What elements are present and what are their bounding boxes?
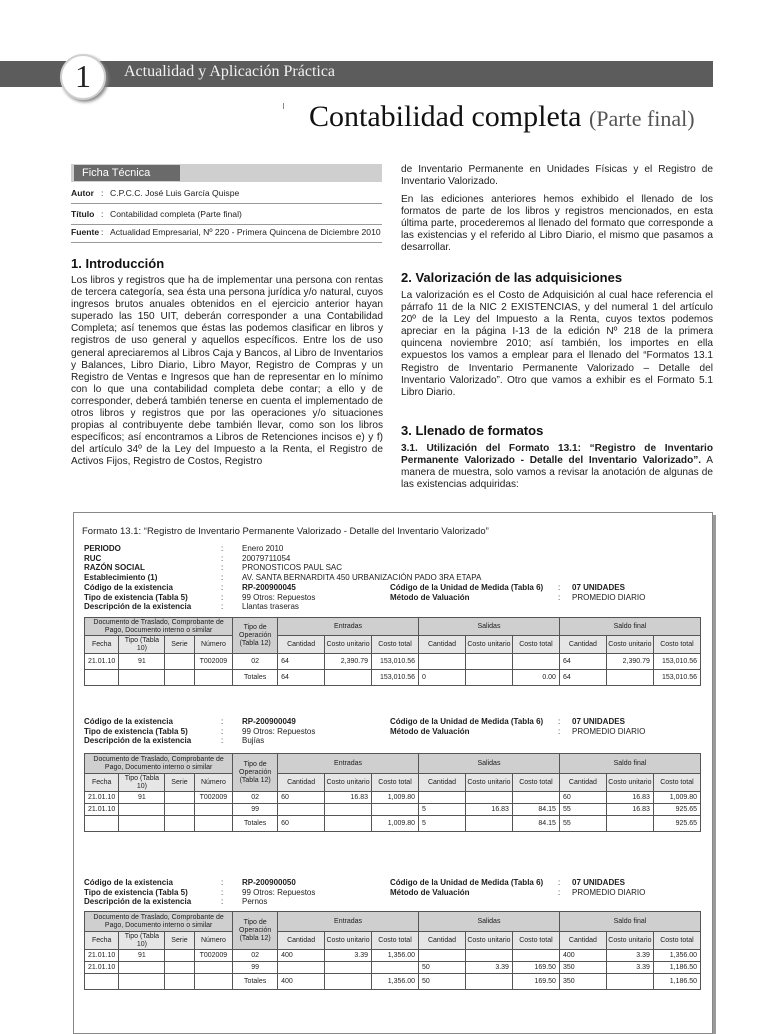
table-cell: Totales (233, 974, 278, 990)
colon: : (221, 592, 224, 602)
item-meta-values (242, 878, 315, 907)
llenado-heading: 3. Llenado de formatos (401, 423, 544, 438)
table-cell: 21.01.10 (85, 792, 119, 804)
table-cell: 21.01.10 (85, 654, 119, 670)
unidad-value: 07 UNIDADES (572, 717, 625, 726)
col-header-costo_unitario: Costo unitario (325, 932, 372, 950)
table-cell: T002009 (194, 950, 233, 962)
col-header-costo_total: Costo total (372, 932, 419, 950)
meta-general-values (242, 544, 481, 582)
inventario-table (84, 753, 701, 832)
table-cell: 1,009.80 (372, 792, 419, 804)
colon: : (221, 726, 224, 736)
table-cell (165, 950, 194, 962)
item-meta-colons (221, 583, 223, 612)
col-header-costo_unitario: Costo unitario (606, 636, 653, 654)
colon: : (221, 897, 224, 907)
desc-value: Bujías (242, 736, 265, 746)
table-cell (119, 816, 165, 832)
codigo-value: RP-200900045 (242, 583, 296, 592)
table-cell: 153,010.56 (372, 654, 419, 670)
llenado-paragraph (401, 443, 713, 491)
colon: : (221, 563, 224, 573)
table-cell: T002009 (194, 792, 233, 804)
table-cell (606, 670, 653, 686)
colon: : (221, 717, 224, 726)
col-header-cantidad: Cantidad (559, 774, 606, 792)
meta-value: PRONOSTICOS PAUL SAC (242, 563, 343, 573)
valorizacion-heading: 2. Valorización de las adquisiciones (401, 270, 623, 285)
col-header-costo_unitario: Costo unitario (465, 636, 512, 654)
salidas-header: Salidas (419, 912, 560, 932)
table-cell: 169.50 (512, 974, 559, 990)
table-cell: 1,356.00 (372, 974, 419, 990)
col-header-serie: Serie (165, 932, 194, 950)
table-cell (165, 792, 194, 804)
valorizacion-paragraph: La valorización es el Costo de Adquisición al cual hace referencia el párrafo 11 de la NIC 2 EXISTENCIAS, y del numeral 1 del artículo 20º de la Ley del Impuesto a la Renta, cuyos textos podemos apreciar en la página I-13 de la edición Nº 218 de la primera quincena noviembre 2010; así también, los importes en ella expuestos los vamos a emplear para el llenado del “Formatos 13.1 Registro de Inventario Permanente Valorizado – Detalle del Inventario Valorizado”. Otro que vamos a exhibir es el Formato 5.1 Libro Diario. (401, 290, 713, 398)
col-header-fecha: Fecha (85, 932, 119, 950)
table-cell (325, 816, 372, 832)
metodo-label: Método de Valuación (390, 592, 470, 602)
table-cell (119, 670, 165, 686)
table-cell (325, 962, 372, 974)
table-cell (278, 804, 325, 816)
chapter-number: 1 (60, 54, 106, 100)
metodo-value: PROMEDIO DIARIO (572, 887, 646, 897)
table-cell: 21.01.10 (85, 962, 119, 974)
unidad-label: Código de la Unidad de Medida (Tabla 6) (390, 717, 544, 726)
table-cell: 21.01.10 (85, 950, 119, 962)
table-cell (606, 816, 653, 832)
item-meta-right-values (572, 583, 645, 602)
table-cell (325, 974, 372, 990)
col-header-numero: Número (194, 774, 233, 792)
ficha-label: Ficha Técnica (74, 165, 180, 181)
table-cell (372, 804, 419, 816)
page-title-subtitle: (Parte final) (588, 106, 695, 131)
table-cell: 400 (278, 950, 325, 962)
item-meta-right-values (572, 717, 645, 736)
table-cell (165, 962, 194, 974)
meta-label: RUC (84, 553, 102, 563)
table-cell (419, 792, 466, 804)
table-cell: 99 (233, 804, 278, 816)
table-cell (165, 654, 194, 670)
table-cell: 1,009.80 (372, 816, 419, 832)
col-header-costo_total: Costo total (653, 932, 700, 950)
table-cell: 153,010.56 (372, 670, 419, 686)
table-cell (194, 804, 233, 816)
table-cell: 16.83 (465, 804, 512, 816)
saldo-header: Saldo final (559, 754, 700, 774)
table-row (85, 654, 701, 670)
table-cell: 3.39 (325, 950, 372, 962)
intro-paragraph: Los libros y registros que ha de implementar una persona con rentas de tercera categoría, sea ésta una persona jurídica y/o natural, cuyos ingresos brutos anuales obtenidos en el ejercicio anterior hayan superado las 150 UIT, deberán corresponder a una Contabilidad Completa; así tenemos que éstas las podemos clasificar en libros y registros de uso general y aquellos específicos. Entre los de uso general apreciaremos al Libros Caja y Bancos, al Libro de Inventarios y Balances, Libro Diario, Libro Mayor, Registro de Compras y un Registro de Ventas e Ingresos que han de representar en lo mínimo con lo que una contabilidad completa debe contar; a ello y de corresponder, deberá también tenerse en cuenta el implementado de otros libros y registros que por las operaciones y/o situaciones propias al contribuyente debe también llevar, como son los libros específicos; así encontramos a Libros de Retenciones incisos e) y f) del artículo 34º de la Ley del Impuesto a la Renta, el Registro de Activos Fijos, Registro de Costos, Registro (71, 275, 383, 468)
item-meta-labels (84, 717, 191, 746)
table-cell (85, 670, 119, 686)
meta-general-colons (221, 544, 223, 582)
col-header-costo_unitario: Costo unitario (606, 932, 653, 950)
table-cell: 91 (119, 950, 165, 962)
llenado-rest: A manera de muestra, solo vamos a revisar la anotación de algunas de las existencias adquiridas: (401, 455, 713, 491)
table-cell: 1,356.00 (372, 950, 419, 962)
desc-label: Descripción de la existencia (84, 736, 192, 746)
table-cell: 99 (233, 962, 278, 974)
table-cell (194, 670, 233, 686)
table-row (85, 804, 701, 816)
colon: : (558, 726, 561, 736)
table-cell: 2,390.79 (606, 654, 653, 670)
saldo-header: Saldo final (559, 912, 700, 932)
ficha-row-source: Fuente : Actualidad Empresarial, Nº 220 - Primera Quincena de Diciembre 2010 (71, 222, 382, 243)
table-cell: 60 (278, 792, 325, 804)
doc-header: Documento de Traslado, Comprobante de Pago, Documento interno o similar (85, 754, 233, 774)
meta-label: RAZÓN SOCIAL (84, 563, 145, 573)
col-header-costo_unitario: Costo unitario (325, 774, 372, 792)
table-cell: 350 (559, 962, 606, 974)
table-cell: 5 (419, 804, 466, 816)
codigo-value: RP-200900050 (242, 878, 296, 887)
col-header-numero: Número (194, 636, 233, 654)
doc-header: Documento de Traslado, Comprobante de Pago, Documento interno o similar (85, 912, 233, 932)
col-header-tipo_tabla: Tipo (Tabla 10) (119, 636, 165, 654)
tipo-op-header: Tipo de Operación (Tabla 12) (233, 618, 278, 654)
entradas-header: Entradas (278, 912, 419, 932)
table-cell: 350 (559, 974, 606, 990)
table-cell: 3.39 (606, 950, 653, 962)
table-cell: 84.15 (512, 816, 559, 832)
table-cell (465, 974, 512, 990)
tipo-op-header: Tipo de Operación (Tabla 12) (233, 754, 278, 792)
tipo-label: Tipo de existencia (Tabla 5) (84, 887, 188, 897)
ficha-key: Fuente (71, 227, 100, 237)
col-header-cantidad: Cantidad (419, 774, 466, 792)
table-cell: 91 (119, 792, 165, 804)
colon: : (558, 592, 561, 602)
col-header-costo_unitario: Costo unitario (606, 774, 653, 792)
table-cell: 16.83 (606, 804, 653, 816)
table-cell (165, 816, 194, 832)
item-meta-labels (84, 583, 191, 612)
table-cell (165, 974, 194, 990)
formato-title-rest: “Registro de Inventario Permanente Valorizado - Detalle del Inventario Valorizado” (141, 526, 489, 537)
unidad-value: 07 UNIDADES (572, 878, 625, 887)
metodo-value: PROMEDIO DIARIO (572, 592, 646, 602)
col-header-costo_total: Costo total (372, 774, 419, 792)
table-cell: 55 (559, 804, 606, 816)
table-cell: 21.01.10 (85, 804, 119, 816)
item-meta-colons (221, 717, 223, 746)
entradas-header: Entradas (278, 754, 419, 774)
salidas-header: Salidas (419, 754, 560, 774)
table-cell: 2,390.79 (325, 654, 372, 670)
desc-value: Pernos (242, 897, 268, 907)
item-meta-labels (84, 878, 191, 907)
table-cell: Totales (233, 670, 278, 686)
table-cell (512, 654, 559, 670)
item-meta-colons (221, 878, 223, 907)
table-cell (465, 670, 512, 686)
table-cell (165, 670, 194, 686)
ficha-value: Contabilidad completa (Parte final) (110, 209, 242, 219)
formato-title (82, 526, 489, 537)
unidad-label: Código de la Unidad de Medida (Tabla 6) (390, 878, 544, 887)
table-row (85, 816, 701, 832)
page-title-main: Contabilidad completa (309, 100, 582, 133)
table-cell: 925.65 (653, 804, 700, 816)
doc-header: Documento de Traslado, Comprobante de Pago, Documento interno o similar (85, 618, 233, 636)
colon: : (221, 602, 224, 612)
col-header-costo_total: Costo total (512, 774, 559, 792)
table-cell: 1,186.50 (653, 974, 700, 990)
table-row (85, 974, 701, 990)
colon: : (558, 583, 561, 592)
tipo-op-header: Tipo de Operación (Tabla 12) (233, 912, 278, 950)
meta-value: 20079711054 (242, 553, 291, 563)
col-header-cantidad: Cantidad (278, 932, 325, 950)
meta-value: Enero 2010 (242, 544, 284, 553)
table-cell: Totales (233, 816, 278, 832)
saldo-header: Saldo final (559, 618, 700, 636)
table-cell: 3.39 (465, 962, 512, 974)
table-cell (194, 816, 233, 832)
col-header-costo_total: Costo total (653, 636, 700, 654)
table-cell: 1,009.80 (653, 792, 700, 804)
desc-label: Descripción de la existencia (84, 602, 192, 612)
table-cell (278, 962, 325, 974)
item-meta-right-colons (558, 878, 560, 897)
metodo-value: PROMEDIO DIARIO (572, 726, 646, 736)
table-cell (194, 974, 233, 990)
table-cell: 02 (233, 792, 278, 804)
col-header-fecha: Fecha (85, 774, 119, 792)
table-row (85, 670, 701, 686)
colon: : (221, 736, 224, 746)
table-cell: 153,010.56 (653, 670, 700, 686)
codigo-label: Código de la existencia (84, 878, 173, 887)
codigo-value: RP-200900049 (242, 717, 296, 726)
codigo-label: Código de la existencia (84, 583, 173, 592)
table-cell: 1,186.50 (653, 962, 700, 974)
table-cell: 50 (419, 962, 466, 974)
section-band (0, 61, 713, 87)
col-header-numero: Número (194, 932, 233, 950)
decorative-line (283, 103, 284, 109)
table-cell (465, 816, 512, 832)
table-cell (85, 974, 119, 990)
table-cell (465, 950, 512, 962)
table-cell: 50 (419, 974, 466, 990)
table-cell: 0.00 (512, 670, 559, 686)
inventario-table (84, 911, 701, 990)
tipo-label: Tipo de existencia (Tabla 5) (84, 726, 188, 736)
table-cell: 16.83 (325, 792, 372, 804)
table-row (85, 962, 701, 974)
col-header-cantidad: Cantidad (559, 932, 606, 950)
table-cell: 153,010.56 (653, 654, 700, 670)
table-cell: 3.39 (606, 962, 653, 974)
col-header-costo_total: Costo total (372, 636, 419, 654)
table-cell: 64 (278, 654, 325, 670)
colon: : (221, 887, 224, 897)
item-meta-right-labels (390, 583, 543, 602)
unidad-value: 07 UNIDADES (572, 583, 625, 592)
item-meta-right-colons (558, 583, 560, 602)
section-title: Actualidad y Aplicación Práctica (124, 63, 336, 80)
metodo-label: Método de Valuación (390, 726, 470, 736)
ficha-value: Actualidad Empresarial, Nº 220 - Primera Quincena de Diciembre 2010 (110, 227, 381, 237)
table-cell (119, 974, 165, 990)
col-header-cantidad: Cantidad (278, 774, 325, 792)
tipo-label: Tipo de existencia (Tabla 5) (84, 592, 188, 602)
table-cell: 55 (559, 816, 606, 832)
ficha-value: C.P.C.C. José Luis García Quispe (110, 188, 240, 198)
col-header-cantidad: Cantidad (559, 636, 606, 654)
col-header-costo_total: Costo total (512, 932, 559, 950)
col-header-serie: Serie (165, 774, 194, 792)
col-header-cantidad: Cantidad (419, 932, 466, 950)
inventario-table (84, 617, 701, 686)
col-header-costo_total: Costo total (653, 774, 700, 792)
table-cell: 02 (233, 654, 278, 670)
desc-label: Descripción de la existencia (84, 897, 192, 907)
table-cell: 0 (419, 670, 466, 686)
table-cell (465, 654, 512, 670)
llenado-bold: Utilización del Formato 13.1: “Registro de Inventario Permanente Valorizado - Detalle del Inventario Valorizado”. (401, 443, 713, 467)
meta-label: Establecimiento (1) (84, 572, 158, 582)
item-meta-values (242, 717, 315, 746)
metodo-label: Método de Valuación (390, 887, 470, 897)
table-cell (419, 950, 466, 962)
col-header-fecha: Fecha (85, 636, 119, 654)
col-header-costo_unitario: Costo unitario (465, 774, 512, 792)
item-meta-right-labels (390, 878, 543, 897)
meta-general-labels (84, 544, 157, 582)
col-header-costo_unitario: Costo unitario (465, 932, 512, 950)
table-cell: T002009 (194, 654, 233, 670)
table-cell (119, 962, 165, 974)
table-cell: 02 (233, 950, 278, 962)
ficha-key: Título (71, 209, 95, 219)
col-header-cantidad: Cantidad (419, 636, 466, 654)
table-cell: 400 (559, 950, 606, 962)
entradas-header: Entradas (278, 618, 419, 636)
table-cell: 925.65 (653, 816, 700, 832)
table-cell: 84.15 (512, 804, 559, 816)
table-cell (512, 950, 559, 962)
table-cell: 64 (559, 670, 606, 686)
colon: : (558, 887, 561, 897)
table-cell: 91 (119, 654, 165, 670)
item-meta-right-labels (390, 717, 543, 736)
col-header-costo_unitario: Costo unitario (325, 636, 372, 654)
right-paragraph-2: En las ediciones anteriores hemos exhibido el llenado de los formatos de parte de los libros y registros mencionados, en esta última parte, procederemos al llenado del formato que corresponde a las existencias y el referido al Libro Diario, el mismo que pasamos a desarrollar. (401, 194, 713, 254)
table-cell (85, 816, 119, 832)
item-meta-values (242, 583, 315, 612)
table-cell (512, 792, 559, 804)
ficha-row-author: Autor : C.P.C.C. José Luis García Quispe (71, 183, 382, 204)
table-cell (372, 962, 419, 974)
table-cell (119, 804, 165, 816)
right-paragraph-1: de Inventario Permanente en Unidades Físicas y el Registro de Inventario Valorizado. (401, 164, 713, 188)
colon: : (221, 572, 224, 582)
table-cell: 5 (419, 816, 466, 832)
table-cell (606, 974, 653, 990)
formato-title-bold: Formato 13.1: (82, 526, 142, 537)
desc-value: Llantas traseras (242, 602, 299, 612)
intro-heading: 1. Introducción (71, 256, 165, 271)
unidad-label: Código de la Unidad de Medida (Tabla 6) (390, 583, 544, 592)
table-cell: 64 (278, 670, 325, 686)
item-meta-right-values (572, 878, 645, 897)
col-header-tipo_tabla: Tipo (Tabla 10) (119, 774, 165, 792)
ficha-key: Autor (71, 188, 94, 198)
colon: : (221, 583, 224, 592)
table-cell (194, 962, 233, 974)
col-header-cantidad: Cantidad (278, 636, 325, 654)
tipo-value: 99 Otros: Repuestos (242, 726, 316, 736)
table-cell (325, 670, 372, 686)
col-header-tipo_tabla: Tipo (Tabla 10) (119, 932, 165, 950)
tipo-value: 99 Otros: Repuestos (242, 887, 316, 897)
table-cell (419, 654, 466, 670)
table-row (85, 792, 701, 804)
llenado-number: 3.1. (401, 443, 418, 454)
meta-value: AV. SANTA BERNARDITA 450 URBANIZACIÓN PADO 3RA ETAPA (242, 572, 482, 582)
table-cell: 16.83 (606, 792, 653, 804)
colon: : (558, 717, 561, 726)
salidas-header: Salidas (419, 618, 560, 636)
meta-label: PERIODO (84, 544, 121, 553)
table-cell: 1,356.00 (653, 950, 700, 962)
col-header-serie: Serie (165, 636, 194, 654)
table-cell (325, 804, 372, 816)
table-cell: 400 (278, 974, 325, 990)
table-cell: 169.50 (512, 962, 559, 974)
codigo-label: Código de la existencia (84, 717, 173, 726)
table-cell: 60 (278, 816, 325, 832)
colon: : (221, 553, 224, 563)
tipo-value: 99 Otros: Repuestos (242, 592, 316, 602)
col-header-costo_total: Costo total (512, 636, 559, 654)
table-cell (465, 792, 512, 804)
item-meta-right-colons (558, 717, 560, 736)
table-row (85, 950, 701, 962)
table-cell: 64 (559, 654, 606, 670)
table-cell: 60 (559, 792, 606, 804)
colon: : (221, 544, 224, 553)
ficha-row-title: Título : Contabilidad completa (Parte final) (71, 204, 382, 225)
table-cell (165, 804, 194, 816)
colon: : (558, 878, 561, 887)
page-title (309, 100, 695, 134)
colon: : (221, 878, 224, 887)
